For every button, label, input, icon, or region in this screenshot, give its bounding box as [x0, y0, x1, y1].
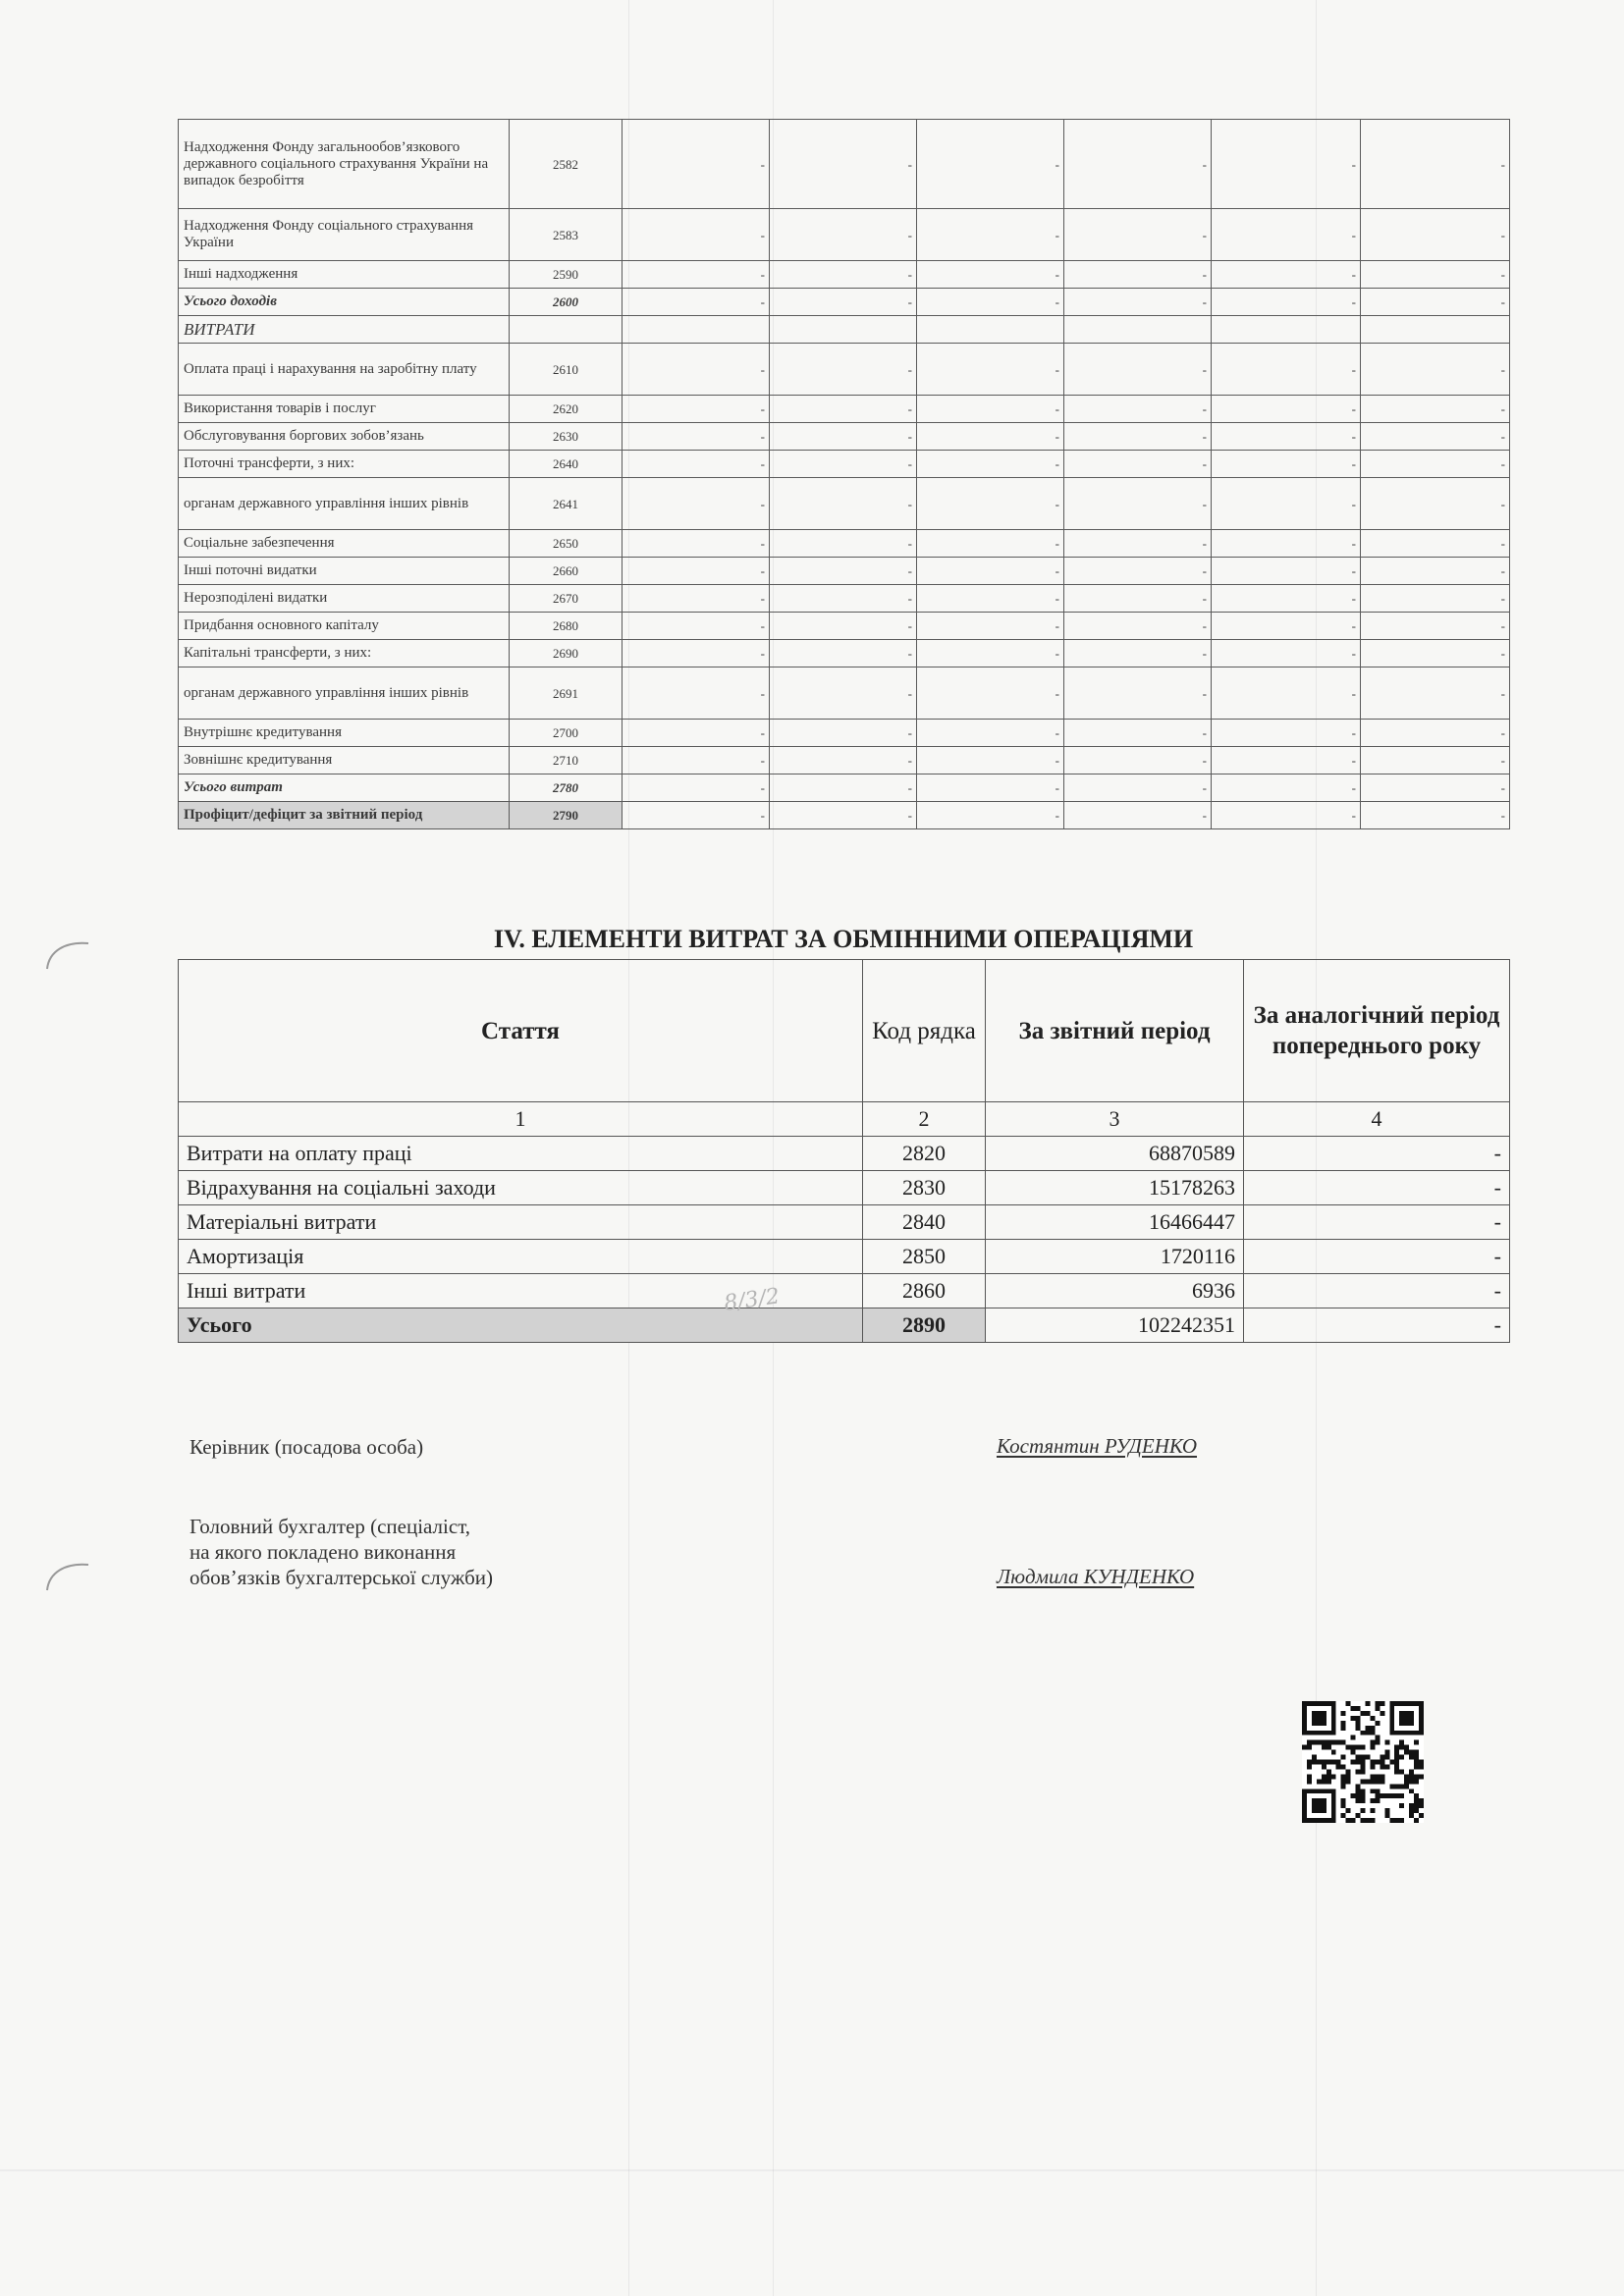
punch-hole-mark-icon — [43, 1559, 94, 1594]
punch-hole-mark-icon — [43, 937, 94, 973]
row-value: - — [623, 585, 770, 613]
row-value: - — [1212, 558, 1361, 585]
row-value: - — [1361, 451, 1510, 478]
row-value: - — [917, 720, 1064, 747]
row-value: - — [770, 261, 917, 289]
row-value: - — [917, 289, 1064, 316]
table-row — [179, 289, 1510, 316]
column-number: 2 — [863, 1102, 986, 1137]
table-row — [179, 558, 1510, 585]
row-name: Інші поточні видатки — [179, 558, 510, 585]
row-value: - — [1361, 530, 1510, 558]
row-name: Профіцит/дефіцит за звітний період — [179, 802, 510, 829]
row-value: - — [1064, 613, 1212, 640]
row-value — [1064, 316, 1212, 344]
row-value: - — [1064, 478, 1212, 530]
table-row — [179, 1308, 1510, 1343]
accountant-label — [189, 1514, 493, 1590]
row-value: - — [770, 774, 917, 802]
row-previous: - — [1244, 1171, 1510, 1205]
row-value: - — [1064, 396, 1212, 423]
row-value: - — [623, 423, 770, 451]
row-value: - — [770, 396, 917, 423]
row-value: - — [1212, 640, 1361, 667]
row-name: Поточні трансферти, з них: — [179, 451, 510, 478]
row-name: Нерозподілені видатки — [179, 585, 510, 613]
row-value: - — [917, 396, 1064, 423]
row-name: Внутрішнє кредитування — [179, 720, 510, 747]
row-name: органам державного управління інших рівнів — [179, 667, 510, 720]
row-value: - — [1212, 747, 1361, 774]
row-value: - — [917, 261, 1064, 289]
row-value: - — [917, 802, 1064, 829]
table-row — [179, 209, 1510, 261]
table-row — [179, 120, 1510, 209]
row-value: - — [1361, 585, 1510, 613]
row-value: - — [1212, 720, 1361, 747]
row-value: - — [770, 720, 917, 747]
row-value: - — [1212, 289, 1361, 316]
row-value: - — [917, 344, 1064, 396]
row-value: - — [1212, 261, 1361, 289]
row-name: Відрахування на соціальні заходи — [179, 1171, 863, 1205]
row-value: - — [770, 478, 917, 530]
row-name: Надходження Фонду загальнообов’язкового державного соціального страхування України на випадок безробіття — [179, 120, 510, 209]
accountant-label-line: обов’язків бухгалтерської служби) — [189, 1566, 494, 1589]
row-value: - — [1064, 774, 1212, 802]
row-value: - — [1361, 478, 1510, 530]
accountant-label-line: Головний бухгалтер (спеціаліст, — [189, 1515, 471, 1538]
row-value: - — [1212, 478, 1361, 530]
row-value: - — [1212, 344, 1361, 396]
row-code: 2583 — [510, 209, 623, 261]
table-row — [179, 344, 1510, 396]
row-value: - — [1212, 585, 1361, 613]
section-title: IV. ЕЛЕМЕНТИ ВИТРАТ ЗА ОБМІННИМИ ОПЕРАЦІЯМИ — [493, 925, 1194, 953]
row-value: - — [770, 120, 917, 209]
row-name: Капітальні трансферти, з них: — [179, 640, 510, 667]
row-code: 2620 — [510, 396, 623, 423]
row-code: 2680 — [510, 613, 623, 640]
row-value: - — [623, 120, 770, 209]
row-code: 2890 — [863, 1308, 986, 1343]
row-value: - — [623, 667, 770, 720]
row-code: 2691 — [510, 667, 623, 720]
row-value — [1361, 316, 1510, 344]
row-current: 102242351 — [986, 1308, 1244, 1343]
row-value: - — [917, 530, 1064, 558]
row-code: 2582 — [510, 120, 623, 209]
table-row — [179, 720, 1510, 747]
row-name: Обслуговування боргових зобов’язань — [179, 423, 510, 451]
row-value: - — [1212, 667, 1361, 720]
handwritten-mark-text: 8/3/2 — [722, 1284, 782, 1316]
row-value — [917, 316, 1064, 344]
row-name: ВИТРАТИ — [179, 316, 510, 344]
row-value: - — [1212, 209, 1361, 261]
row-value: - — [623, 344, 770, 396]
row-value: - — [917, 120, 1064, 209]
row-value: - — [770, 209, 917, 261]
table-row — [179, 1274, 1510, 1308]
row-previous: - — [1244, 1205, 1510, 1240]
table-row — [179, 261, 1510, 289]
column-number-row — [179, 1102, 1510, 1137]
row-value: - — [917, 774, 1064, 802]
row-value: - — [770, 344, 917, 396]
row-value: - — [1212, 774, 1361, 802]
head-name: Костянтин РУДЕНКО — [997, 1434, 1198, 1458]
expense-elements-table — [178, 959, 1510, 1343]
row-value: - — [917, 747, 1064, 774]
row-code: 2650 — [510, 530, 623, 558]
row-value: - — [1212, 613, 1361, 640]
table-row — [179, 613, 1510, 640]
accountant-label-line: на якого покладено виконання — [189, 1540, 457, 1564]
row-value: - — [917, 209, 1064, 261]
table-row — [179, 1171, 1510, 1205]
row-value: - — [1361, 344, 1510, 396]
row-value: - — [1361, 720, 1510, 747]
row-code: 2700 — [510, 720, 623, 747]
row-current: 15178263 — [986, 1171, 1244, 1205]
table-row — [179, 774, 1510, 802]
row-code: 2600 — [510, 289, 623, 316]
row-name: Інші витрати — [179, 1274, 863, 1308]
accountant-name: Людмила КУНДЕНКО — [997, 1565, 1195, 1588]
table-row — [179, 1205, 1510, 1240]
table-row — [179, 1137, 1510, 1171]
row-value: - — [1361, 396, 1510, 423]
row-value: - — [1064, 209, 1212, 261]
row-value: - — [770, 667, 917, 720]
row-current: 68870589 — [986, 1137, 1244, 1171]
row-value: - — [770, 747, 917, 774]
row-value: - — [623, 289, 770, 316]
row-code: 2660 — [510, 558, 623, 585]
table-row — [179, 1240, 1510, 1274]
row-name: Усього — [179, 1308, 863, 1343]
row-value: - — [1361, 802, 1510, 829]
row-code: 2830 — [863, 1171, 986, 1205]
row-value: - — [1064, 261, 1212, 289]
table-row — [179, 316, 1510, 344]
row-code: 2630 — [510, 423, 623, 451]
row-code: 2840 — [863, 1205, 986, 1240]
row-value: - — [770, 530, 917, 558]
row-value: - — [917, 423, 1064, 451]
row-name: Використання товарів і послуг — [179, 396, 510, 423]
row-code: 2850 — [863, 1240, 986, 1274]
row-value: - — [1064, 585, 1212, 613]
row-value: - — [1361, 289, 1510, 316]
row-name: Зовнішнє кредитування — [179, 747, 510, 774]
row-value: - — [1361, 667, 1510, 720]
row-value: - — [623, 209, 770, 261]
row-value: - — [770, 802, 917, 829]
row-value: - — [917, 585, 1064, 613]
row-name: Усього доходів — [179, 289, 510, 316]
row-name: органам державного управління інших рівнів — [179, 478, 510, 530]
row-previous: - — [1244, 1137, 1510, 1171]
row-name: Витрати на оплату праці — [179, 1137, 863, 1171]
row-value: - — [623, 558, 770, 585]
row-value: - — [1361, 558, 1510, 585]
row-value: - — [770, 423, 917, 451]
row-value: - — [1212, 423, 1361, 451]
header-current-period: За звітний період — [986, 960, 1244, 1102]
row-value: - — [1212, 451, 1361, 478]
row-value: - — [917, 640, 1064, 667]
row-name: Інші надходження — [179, 261, 510, 289]
header-article: Стаття — [179, 960, 863, 1102]
scan-artifact-line — [0, 2169, 1624, 2171]
row-current: 1720116 — [986, 1240, 1244, 1274]
row-value: - — [1212, 120, 1361, 209]
table-header-row — [179, 960, 1510, 1102]
row-code: 2710 — [510, 747, 623, 774]
row-value: - — [623, 720, 770, 747]
column-number: 3 — [986, 1102, 1244, 1137]
row-value: - — [770, 640, 917, 667]
row-value: - — [770, 585, 917, 613]
row-code: 2860 — [863, 1274, 986, 1308]
row-code: 2780 — [510, 774, 623, 802]
row-value: - — [623, 640, 770, 667]
row-value: - — [1064, 530, 1212, 558]
table-row — [179, 478, 1510, 530]
row-value: - — [1361, 774, 1510, 802]
row-code: 2640 — [510, 451, 623, 478]
table-row — [179, 667, 1510, 720]
row-value: - — [1064, 344, 1212, 396]
row-code: 2610 — [510, 344, 623, 396]
row-value: - — [1212, 802, 1361, 829]
row-value: - — [1064, 423, 1212, 451]
table-row — [179, 396, 1510, 423]
qr-code-icon — [1302, 1701, 1424, 1823]
row-code: 2820 — [863, 1137, 986, 1171]
row-previous: - — [1244, 1274, 1510, 1308]
row-value: - — [917, 478, 1064, 530]
row-previous: - — [1244, 1240, 1510, 1274]
table-row — [179, 423, 1510, 451]
header-previous-period: За аналогічний період попереднього року — [1244, 960, 1510, 1102]
table-row — [179, 747, 1510, 774]
row-previous: - — [1244, 1308, 1510, 1343]
row-code: 2690 — [510, 640, 623, 667]
row-name: Придбання основного капіталу — [179, 613, 510, 640]
column-number: 4 — [1244, 1102, 1510, 1137]
row-current: 6936 — [986, 1274, 1244, 1308]
row-value: - — [623, 747, 770, 774]
table-row — [179, 530, 1510, 558]
row-value — [623, 316, 770, 344]
row-name: Соціальне забезпечення — [179, 530, 510, 558]
row-value: - — [623, 802, 770, 829]
row-code — [510, 316, 623, 344]
row-name: Матеріальні витрати — [179, 1205, 863, 1240]
row-value: - — [623, 530, 770, 558]
row-value: - — [1361, 120, 1510, 209]
row-value: - — [1361, 747, 1510, 774]
row-value: - — [1064, 640, 1212, 667]
row-value: - — [1212, 396, 1361, 423]
row-value: - — [917, 667, 1064, 720]
handwritten-mark — [720, 1278, 798, 1317]
row-value: - — [770, 558, 917, 585]
row-value: - — [770, 451, 917, 478]
row-value: - — [770, 613, 917, 640]
table-row — [179, 640, 1510, 667]
row-value: - — [1361, 261, 1510, 289]
row-name: Надходження Фонду соціального страхування України — [179, 209, 510, 261]
row-value: - — [623, 774, 770, 802]
row-value: - — [1064, 667, 1212, 720]
row-value: - — [770, 289, 917, 316]
row-value: - — [917, 613, 1064, 640]
row-value: - — [1064, 120, 1212, 209]
row-code: 2790 — [510, 802, 623, 829]
row-name: Усього витрат — [179, 774, 510, 802]
row-value: - — [1212, 530, 1361, 558]
row-value: - — [1064, 747, 1212, 774]
row-code: 2641 — [510, 478, 623, 530]
row-current: 16466447 — [986, 1205, 1244, 1240]
row-value: - — [623, 613, 770, 640]
row-value — [770, 316, 917, 344]
income-expense-table — [178, 119, 1510, 829]
row-value: - — [1064, 802, 1212, 829]
row-value: - — [623, 451, 770, 478]
head-label: Керівник (посадова особа) — [189, 1435, 424, 1459]
row-value: - — [623, 261, 770, 289]
row-value: - — [1064, 289, 1212, 316]
row-value: - — [1064, 720, 1212, 747]
row-value: - — [917, 451, 1064, 478]
row-name: Амортизація — [179, 1240, 863, 1274]
table-row — [179, 451, 1510, 478]
row-value: - — [1361, 209, 1510, 261]
row-code: 2590 — [510, 261, 623, 289]
row-value: - — [623, 478, 770, 530]
table-row — [179, 585, 1510, 613]
column-number: 1 — [179, 1102, 863, 1137]
row-value: - — [1361, 640, 1510, 667]
row-value: - — [1361, 423, 1510, 451]
row-code: 2670 — [510, 585, 623, 613]
row-value: - — [1064, 451, 1212, 478]
row-value: - — [1361, 613, 1510, 640]
row-name: Оплата праці і нарахування на заробітну плату — [179, 344, 510, 396]
header-code: Код рядка — [863, 960, 986, 1102]
row-value — [1212, 316, 1361, 344]
row-value: - — [1064, 558, 1212, 585]
row-value: - — [623, 396, 770, 423]
row-value: - — [917, 558, 1064, 585]
table-row — [179, 802, 1510, 829]
